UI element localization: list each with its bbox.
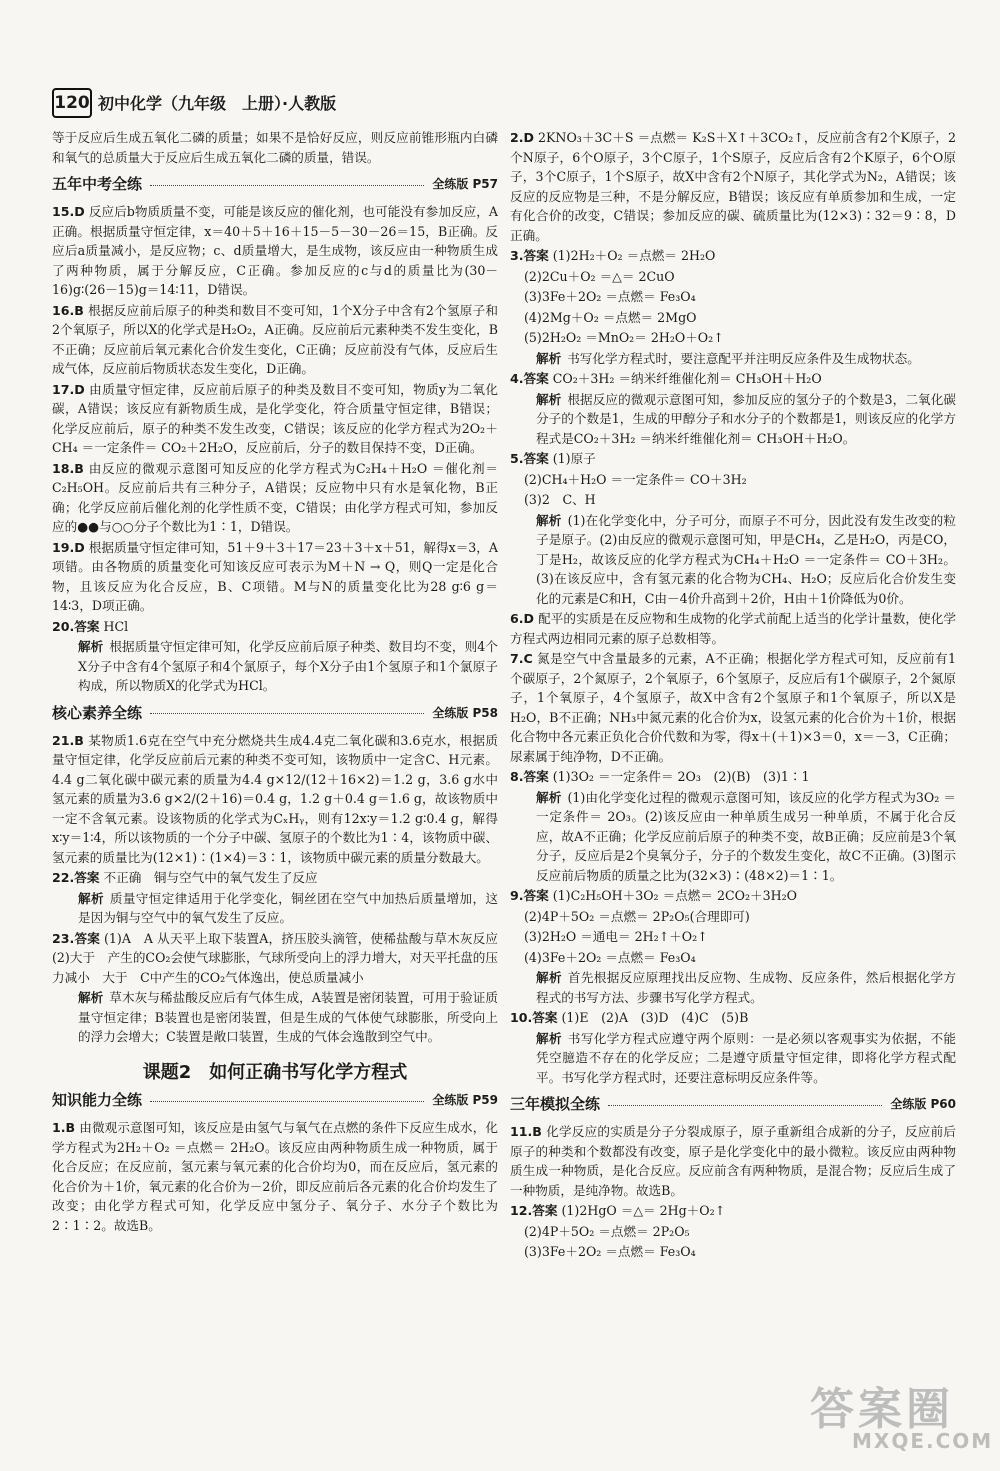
explanation — [510, 788, 956, 886]
equation-line: (5)2H₂O₂ ＝MnO₂＝ 2H₂O＋O₂↑ — [524, 330, 724, 345]
answer-item — [510, 246, 956, 266]
equation-line: (4)2Mg＋O₂ ＝点燃＝ 2MgO — [524, 309, 697, 325]
answer-text: 氮是空气中含量最多的元素，A不正确；根据化学方程式可知，反应前有1个碳原子，2个氮原子，2个氧原子，6个氢原子，反应后有1个碳原子，2个氮原子，1个氧原子，4个氢原子，故X中含有2个氢原子和1个氧原子，所以X是H₂O，B不正确；NH₃中氮元素的化合价为x，设氢元素的化合价为＋1价，根据化合物中各元素正负化合价代数和为零，得x＋(＋1)×3＝0，x＝－3，C正确；尿素属于纯净物，D不正确。 — [510, 651, 956, 764]
right-column — [510, 128, 956, 1263]
answer-item — [510, 886, 956, 906]
explanation-label: 解析 — [536, 1030, 562, 1046]
section-header — [52, 703, 498, 725]
explanation — [510, 511, 956, 609]
equation-line: (3)3Fe＋2O₂ ＝点燃＝ Fe₃O₄ — [524, 289, 696, 304]
answer-text: (1)3O₂ ＝一定条件＝ 2O₃ (2)(B) (3)1∶1 — [552, 769, 810, 784]
watermark-logo — [800, 1373, 994, 1457]
answer-item — [52, 538, 498, 616]
explanation — [52, 988, 498, 1047]
answer-number: 16.B — [52, 302, 84, 318]
equation-line: (2)CH₄＋H₂O ＝一定条件＝ CO＋3H₂ — [524, 471, 747, 487]
answer-number: 11.B — [510, 1124, 542, 1139]
answer-text: 配平的实质是在反应物和生成物的化学式前配上适当的化学计量数，使化学方程式两边相同元素的原子总数相等。 — [510, 611, 956, 646]
answer-text: 2KNO₃＋3C＋S ＝点燃＝ K₂S＋X↑＋3CO₂↑，反应前含有2个K原子，2个N原子，6个O原子，3个C原子，1个S原子，反应后含有2个K原子，6个O原子，3个C原子，1个S原子，故X中含有2个N原子，其化学式为N₂，A错误；该反应的反应物是三种，不是分解反应，B错误；该反应有单质参加和生成，一定有化合价的改变，C错误；参加反应的碳、硫质量比为(12×3)∶32＝9∶8，D正确。 — [510, 130, 956, 243]
answer-text: 由微观示意图可知，该反应是由氢气与氧气在点燃的条件下反应生成水，化学方程式为2H₂＋O₂ ＝点燃＝ 2H₂O。该反应由两种物质生成一种物质，属于化合反应；在反应前，氢元素与氧元素的化合价均为0，而在反应后，氢元素的化合价为＋1价，氧元素的化合价为－2价，即反应前后各元素的化合价均发生了改变；由化学方程式可知，化学反应中氢分子、氧分子、水分子个数比为2∶1∶2。故选B。 — [52, 1120, 498, 1233]
answer-item — [510, 1122, 956, 1200]
equation-line: (3)2H₂O ＝通电＝ 2H₂↑＋O₂↑ — [524, 929, 708, 944]
answer-number: 23.答案 — [52, 930, 100, 946]
answer-text: HCl — [103, 618, 129, 634]
equation-line: (3)3Fe＋2O₂ ＝点燃＝ Fe₃O₄ — [524, 1244, 696, 1259]
answer-item — [52, 202, 498, 300]
equation-line: (2)2Cu＋O₂ ＝△＝ 2CuO — [524, 268, 675, 284]
section-divider — [608, 1105, 882, 1106]
answer-number: 3.答案 — [510, 248, 549, 263]
section-divider — [150, 185, 424, 186]
section-title: 核心素养全练 — [52, 703, 143, 722]
explanation-label: 解析 — [78, 990, 104, 1005]
lesson-title: 课题2 如何正确书写化学方程式 — [142, 1061, 408, 1083]
explanation — [510, 349, 956, 369]
answer-item — [510, 449, 956, 469]
explanation — [510, 390, 956, 449]
section-page-ref: 全练版 P58 — [432, 705, 498, 720]
answer-number: 17.D — [52, 381, 85, 397]
answer-item — [52, 1118, 498, 1235]
equation-line: (2)4P＋5O₂ ＝点燃＝ 2P₂O₅ — [524, 1223, 690, 1239]
explanation — [510, 968, 956, 1007]
answer-number: 7.C — [510, 651, 533, 666]
answer-item — [510, 649, 956, 766]
answer-item — [52, 380, 498, 458]
answer-item — [52, 301, 498, 379]
section-title: 五年中考全练 — [52, 175, 143, 194]
section-title: 三年模拟全练 — [510, 1095, 601, 1114]
answer-number: 9.答案 — [510, 888, 549, 903]
answer-text: 由反应的微观示意图可知反应的化学方程式为C₂H₄＋H₂O ＝催化剂＝ C₂H₅OH。反应前后共有三种分子，A错误；反应物中只有水是氧化物，B正确；化学反应前后催化剂的化学性质不变，C错误；由化学方程式可知，参加反应的●●与○○分子个数比为1∶1，D错误。 — [52, 460, 498, 534]
explanation-text: 草木灰与稀盐酸反应后有气体生成，A装置是密闭装置，可用于验证质量守恒定律；B装置也是密闭装置，但是生成的气体使气球膨胀，所受向上的浮力会增大；C装置是敞口装置，生成的气体会逸散到空气中。 — [78, 990, 498, 1044]
answer-text: 某物质1.6克在空气中充分燃烧共生成4.4克二氧化碳和3.6克水，根据质量守恒定律，化学反应前后元素的种类不变可知，该物质中一定含C、H元素。4.4 g二氧化碳中碳元素的质量为4.4 g×12/(12＋16×2)＝1.2 g，3.6 g水中氢元素的质量为3.6 g×2/(2＋16)＝0.4 g，1.2 g＋0.4 g＝1.6 g，故该物质中一定不含氧元素。设该物质的化学式为CₓHᵧ，则有12x∶y＝1.2 g∶0.4 g，解得x∶y＝1∶4，所以该物质的一个分子中碳、氢原子的个数比为1∶4，该物质中碳、氢元素的质量比为(12×1)∶(1×4)＝3∶1，该物质中碳元素的质量分数最大。 — [52, 732, 498, 865]
answer-item — [510, 128, 956, 245]
explanation-text: 质量守恒定律适用于化学变化，铜丝团在空气中加热后质量增加，这是因为铜与空气中的氧气发生了反应。 — [78, 890, 499, 925]
explanation-label: 解析 — [536, 970, 562, 985]
answer-text: CO₂＋3H₂ ＝纳米纤维催化剂＝ CH₃OH＋H₂O — [552, 371, 822, 386]
explanation-text: 书写化学方程式时，要注意配平并注明反应条件及生成物状态。 — [567, 350, 920, 366]
section-divider — [150, 1101, 424, 1102]
answer-number: 10.答案 — [510, 1010, 558, 1025]
page-header — [52, 88, 952, 118]
answer-number: 20.答案 — [52, 618, 100, 634]
explanation-text: 根据质量守恒定律可知，化学反应前后原子种类、数目均不变，则4个X分子中含有4个氢原子和4个氯原子，每个X分子由1个氢原子和1个氯原子构成，所以物质X的化学式为HCl。 — [78, 639, 498, 693]
answer-number: 4.答案 — [510, 371, 549, 386]
answer-number: 8.答案 — [510, 769, 549, 784]
watermark-text: 答案圈 — [810, 1384, 954, 1435]
answer-item — [510, 1201, 956, 1221]
answer-text: (1)原子 — [552, 451, 596, 466]
answer-text: (1)C₂H₅OH＋3O₂ ＝点燃＝ 2CO₂＋3H₂O — [552, 888, 797, 903]
equation-line: (2)4P＋5O₂ ＝点燃＝ 2P₂O₅(合理即可) — [524, 908, 750, 924]
section-title: 知识能力全练 — [52, 1091, 143, 1110]
answer-item — [52, 459, 498, 537]
left-column — [52, 128, 511, 1236]
equation-line: (4)3Fe＋2O₂ ＝点燃＝ Fe₃O₄ — [524, 949, 696, 965]
answer-number: 19.D — [52, 539, 85, 555]
answer-number: 5.答案 — [510, 451, 549, 466]
answer-item — [510, 767, 956, 787]
answer-number: 2.D — [510, 130, 535, 145]
answer-item — [510, 1008, 956, 1028]
answer-text: 反应后b物质质量不变，可能是该反应的催化剂，也可能没有参加反应，A正确。根据质量守恒定律，x＝40＋5＋16＋15－5－30－26＝15，B正确。反应后a质量减小，是反应物；c、d质量增大，是生成物，该反应由一种物质生成了两种物质，属于分解反应，C正确。参加反应的c与d的质量比为(30－16)g∶(26－15)g＝14∶11，D错误。 — [52, 204, 498, 297]
answer-number: 1.B — [52, 1120, 76, 1135]
answer-text: (1)A A 从天平上取下装置A，挤压胶头滴管，使稀盐酸与草木灰反应 (2)大于 产生的CO₂会使气球膨胀，气球所受向上的浮力增大，对天平托盘的压力减小 大于 C中产生的CO₂气体逸出，使总质量减小 — [52, 930, 511, 985]
explanation — [52, 637, 498, 696]
explanation-label: 解析 — [78, 639, 104, 654]
answer-text: 根据反应前后原子的种类和数目不变可知，1个X分子中含有2个氢原子和2个氧原子，所以X的化学式是H₂O₂，A正确。反应前后元素种类不发生变化，B不正确；反应前后氧元素化合价发生变化，C正确；反应前没有气体，反应后生成气体，反应前后物质状态发生变化，D正确。 — [52, 302, 498, 376]
answer-number: 21.B — [52, 732, 84, 748]
explanation-text: 根据反应的微观示意图可知，参加反应的氢分子的个数是3，二氧化碳分子的个数是1，生成的甲醇分子和水分子的个数都是1，则该反应的化学方程式是CO₂＋3H₂ ＝纳米纤维催化剂＝ CH₃OH＋H₂O。 — [536, 391, 956, 446]
section-header — [52, 1090, 498, 1112]
section-page-ref: 全练版 P60 — [890, 1097, 956, 1112]
answer-item — [510, 369, 956, 389]
answer-number: 12.答案 — [510, 1203, 558, 1218]
answer-item — [510, 609, 956, 648]
explanation-text: (1)由化学变化过程的微观示意图可知，该反应的化学方程式为3O₂ ＝一定条件＝ 2O₃。(2)该反应由一种单质生成另一种单质，不属于化合反应，故A不正确；化学反应前后原子的种类不变，故B正确；反应前是3个氧分子，反应后是2个臭氧分子，分子的个数发生变化，故C不正确。(3)图示反应前后物质的质量之比为(32×3)∶(48×2)＝1∶1。 — [536, 789, 957, 883]
page-title: 初中化学（九年级 上册）·人教版 — [98, 94, 337, 113]
explanation — [52, 889, 498, 928]
answer-item — [52, 929, 511, 988]
answer-item — [52, 731, 498, 868]
section-divider — [150, 713, 424, 714]
answer-item — [52, 617, 498, 637]
answer-number: 18.B — [52, 460, 84, 476]
explanation-label: 解析 — [536, 350, 562, 366]
explanation-text: (1)在化学变化中，分子可分，而原子不可分，因此没有发生改变的粒子是原子。(2)由反应的微观示意图可知，甲是CH₄，乙是H₂O，丙是CO，丁是H₂，故该反应的化学方程式为CH₄＋H₂O ＝一定条件＝ CO＋3H₂。(3)在该反应中，含有氢元素的化合物为CH₄、H₂O；反应后化合价发生变化的元素是C和H，C由－4价升高到＋2价，H由＋1价降低为0价。 — [536, 512, 956, 606]
answer-text: (1)2HgO ＝△＝ 2Hg＋O₂↑ — [561, 1203, 726, 1218]
answer-number: 6.D — [510, 611, 535, 626]
explanation-text: 首先根据反应原理找出反应物、生成物、反应条件，然后根据化学方程式的书写方法、步骤书写化学方程式。 — [536, 970, 957, 1005]
answer-text: 化学反应的实质是分子分裂成原子，原子重新组合成新的分子，反应前后原子的种类和个数都没有改变，原子是化学变化中的最小微粒。该反应由两种物质生成一种物质，是化合反应。反应前含有两种物质，是混合物；反应后生成了一种物质，是纯净物。故选B。 — [510, 1124, 956, 1198]
equation-line: (3)2 C、H — [524, 492, 596, 507]
section-page-ref: 全练版 P59 — [432, 1093, 498, 1108]
answer-number: 15.D — [52, 204, 85, 219]
answer-text: 根据质量守恒定律可知，51＋9＋3＋17＝23＋3＋x＋51，解得x＝3，A项错。由各物质的质量变化可知该反应可表示为M＋N → Q，则Q一定是化合物，且该反应为化合反应，B、C项错。M与N的质量变化比为28 g∶6 g＝14∶3，D项正确。 — [52, 539, 498, 613]
section-page-ref: 全练版 P57 — [432, 177, 498, 192]
section-header — [510, 1094, 956, 1116]
section-header — [52, 174, 498, 196]
explanation — [510, 1029, 956, 1088]
explanation-label: 解析 — [536, 391, 562, 407]
explanation-label: 解析 — [536, 789, 562, 805]
answer-text: 不正确 铜与空气中的氧气发生了反应 — [103, 870, 318, 885]
answer-text: (1)2H₂＋O₂ ＝点燃＝ 2H₂O — [552, 248, 716, 263]
page-number: 120 — [52, 88, 92, 118]
answer-text: (1)E (2)A (3)D (4)C (5)B — [561, 1010, 749, 1025]
answer-item — [52, 868, 498, 888]
answer-text: 由质量守恒定律，反应前后原子的种类及数目不变可知，物质y为二氧化碳，A错误；该反应有新物质生成，是化学变化，符合质量守恒定律，B错误；化学反应前后，原子的种类不发生改变，C错误；该反应的化学方程式为2O₂＋CH₄ ＝一定条件＝ CO₂＋2H₂O，反应前后，分子的数目保持不变，D正确。 — [52, 381, 498, 455]
watermark-url: MXQE.COM — [852, 1429, 994, 1453]
explanation-label: 解析 — [78, 890, 104, 906]
answer-number: 22.答案 — [52, 870, 100, 885]
explanation-label: 解析 — [536, 512, 562, 528]
explanation-text: 书写化学方程式应遵守两个原则：一是必须以客观事实为依据，不能凭空臆造不存在的化学反应；二是遵守质量守恒定律，即将化学方程式配平。书写化学方程式时，还要注意标明反应条件等。 — [536, 1030, 957, 1085]
paragraph: 等于反应后生成五氧化二磷的质量；如果不是恰好反应，则反应前锥形瓶内白磷和氧气的总质量大于反应后生成五氧化二磷的质量，错误。 — [52, 130, 498, 165]
